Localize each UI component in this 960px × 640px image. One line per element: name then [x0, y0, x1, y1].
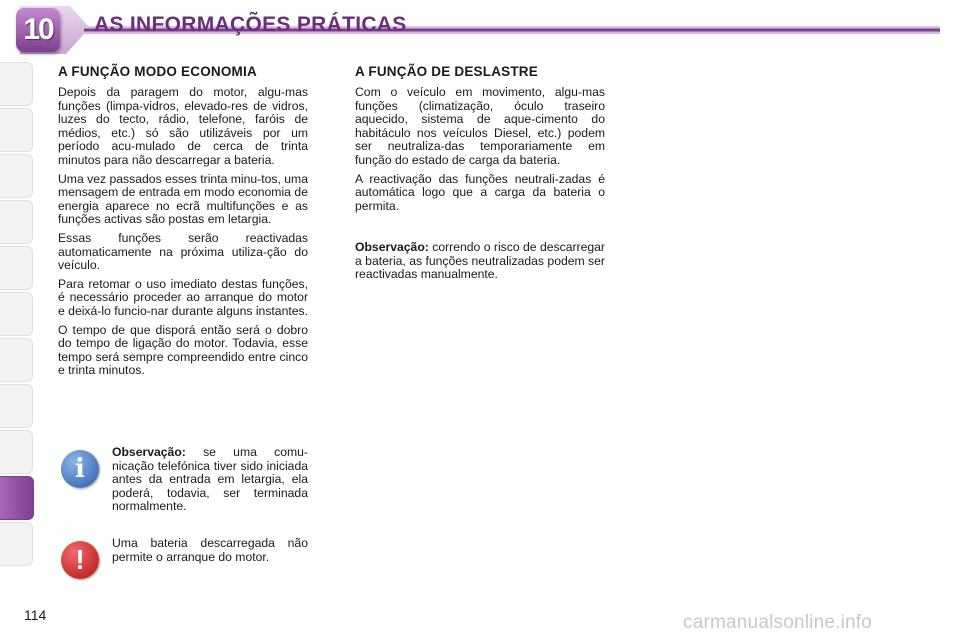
chapter-tab[interactable]: [0, 62, 33, 106]
section-heading-load-shedding: A FUNÇÃO DE DESLASTRE: [355, 64, 538, 79]
load-shedding-text: [355, 86, 605, 218]
paragraph: Com o veículo em movimento, algu-mas funções (climatização, óculo traseiro aquecido, sistema de aque-cimento do habitáculo nos veículos Diesel, etc.) podem ser neutraliza-das temporariamente em função do estado de carga da bateria.: [355, 85, 605, 167]
chapter-tab[interactable]: [0, 338, 33, 382]
chapter-tab[interactable]: [0, 430, 33, 474]
warning-note: [112, 537, 308, 569]
chapter-tab[interactable]: [0, 522, 33, 566]
economy-mode-text: [58, 86, 308, 383]
paragraph: O tempo de que disporá então será o dobro do tempo de ligação do motor. Todavia, esse tempo será sempre compreendido entre cinco e trinta minutos.: [58, 322, 308, 378]
page-title: AS INFORMAÇÕES PRÁTICAS: [94, 13, 407, 36]
paragraph: Para retomar o uso imediato destas funções, é necessário proceder ao arranque do motor e deixá-lo funcio-nar durante alguns instantes.: [58, 276, 308, 318]
chapter-tab[interactable]: [0, 384, 33, 428]
chapter-tab[interactable]: [0, 154, 33, 198]
exclamation-icon: !: [61, 541, 99, 579]
chapter-tab-active[interactable]: [0, 476, 34, 520]
paragraph: Depois da paragem do motor, algu-mas funções (limpa-vidros, elevado-res de vidros, luzes do tecto, rádio, telefone, faróis de médios, etc.) só são utilizáveis por um período acu-mulado de cerca de trinta minutos para não descarregar a bateria.: [58, 85, 308, 167]
note-label: Observação:: [355, 240, 429, 254]
chapter-badge: 10: [16, 8, 60, 52]
note-text: correndo o risco de descarregar a bateria, as funções neutralizadas podem ser reactivadas manualmente.: [355, 240, 605, 282]
warning-text: Uma bateria descarregada não permite o arranque do motor.: [112, 536, 308, 564]
paragraph: A reactivação das funções neutrali-zadas é automática logo que a carga da bateria o permita.: [355, 171, 605, 213]
note-label: Observação:: [112, 445, 186, 459]
page-number: 114: [24, 607, 47, 623]
chapter-tab[interactable]: [0, 108, 33, 152]
note-text: se uma comu-nicação telefónica tiver sido iniciada antes da entrada em letargia, ela poderá, todavia, ser terminada normalmente.: [112, 445, 308, 514]
chapter-tab[interactable]: [0, 246, 33, 290]
section-heading-economy-mode: A FUNÇÃO MODO ECONOMIA: [58, 64, 257, 79]
info-icon: i: [61, 450, 99, 488]
paragraph: Uma vez passados esses trinta minu-tos, uma mensagem de entrada em modo economia de energia aparece no ecrã multifunções e as funções activas são postas em letargia.: [58, 171, 308, 227]
info-note: [112, 446, 308, 519]
watermark: carmanualsonline.info: [683, 612, 873, 633]
paragraph: Essas funções serão reactivadas automaticamente na próxima utiliza-ção do veículo.: [58, 230, 308, 273]
chapter-tab[interactable]: [0, 200, 33, 244]
load-shedding-note: [355, 241, 605, 287]
chapter-tab[interactable]: [0, 292, 33, 336]
